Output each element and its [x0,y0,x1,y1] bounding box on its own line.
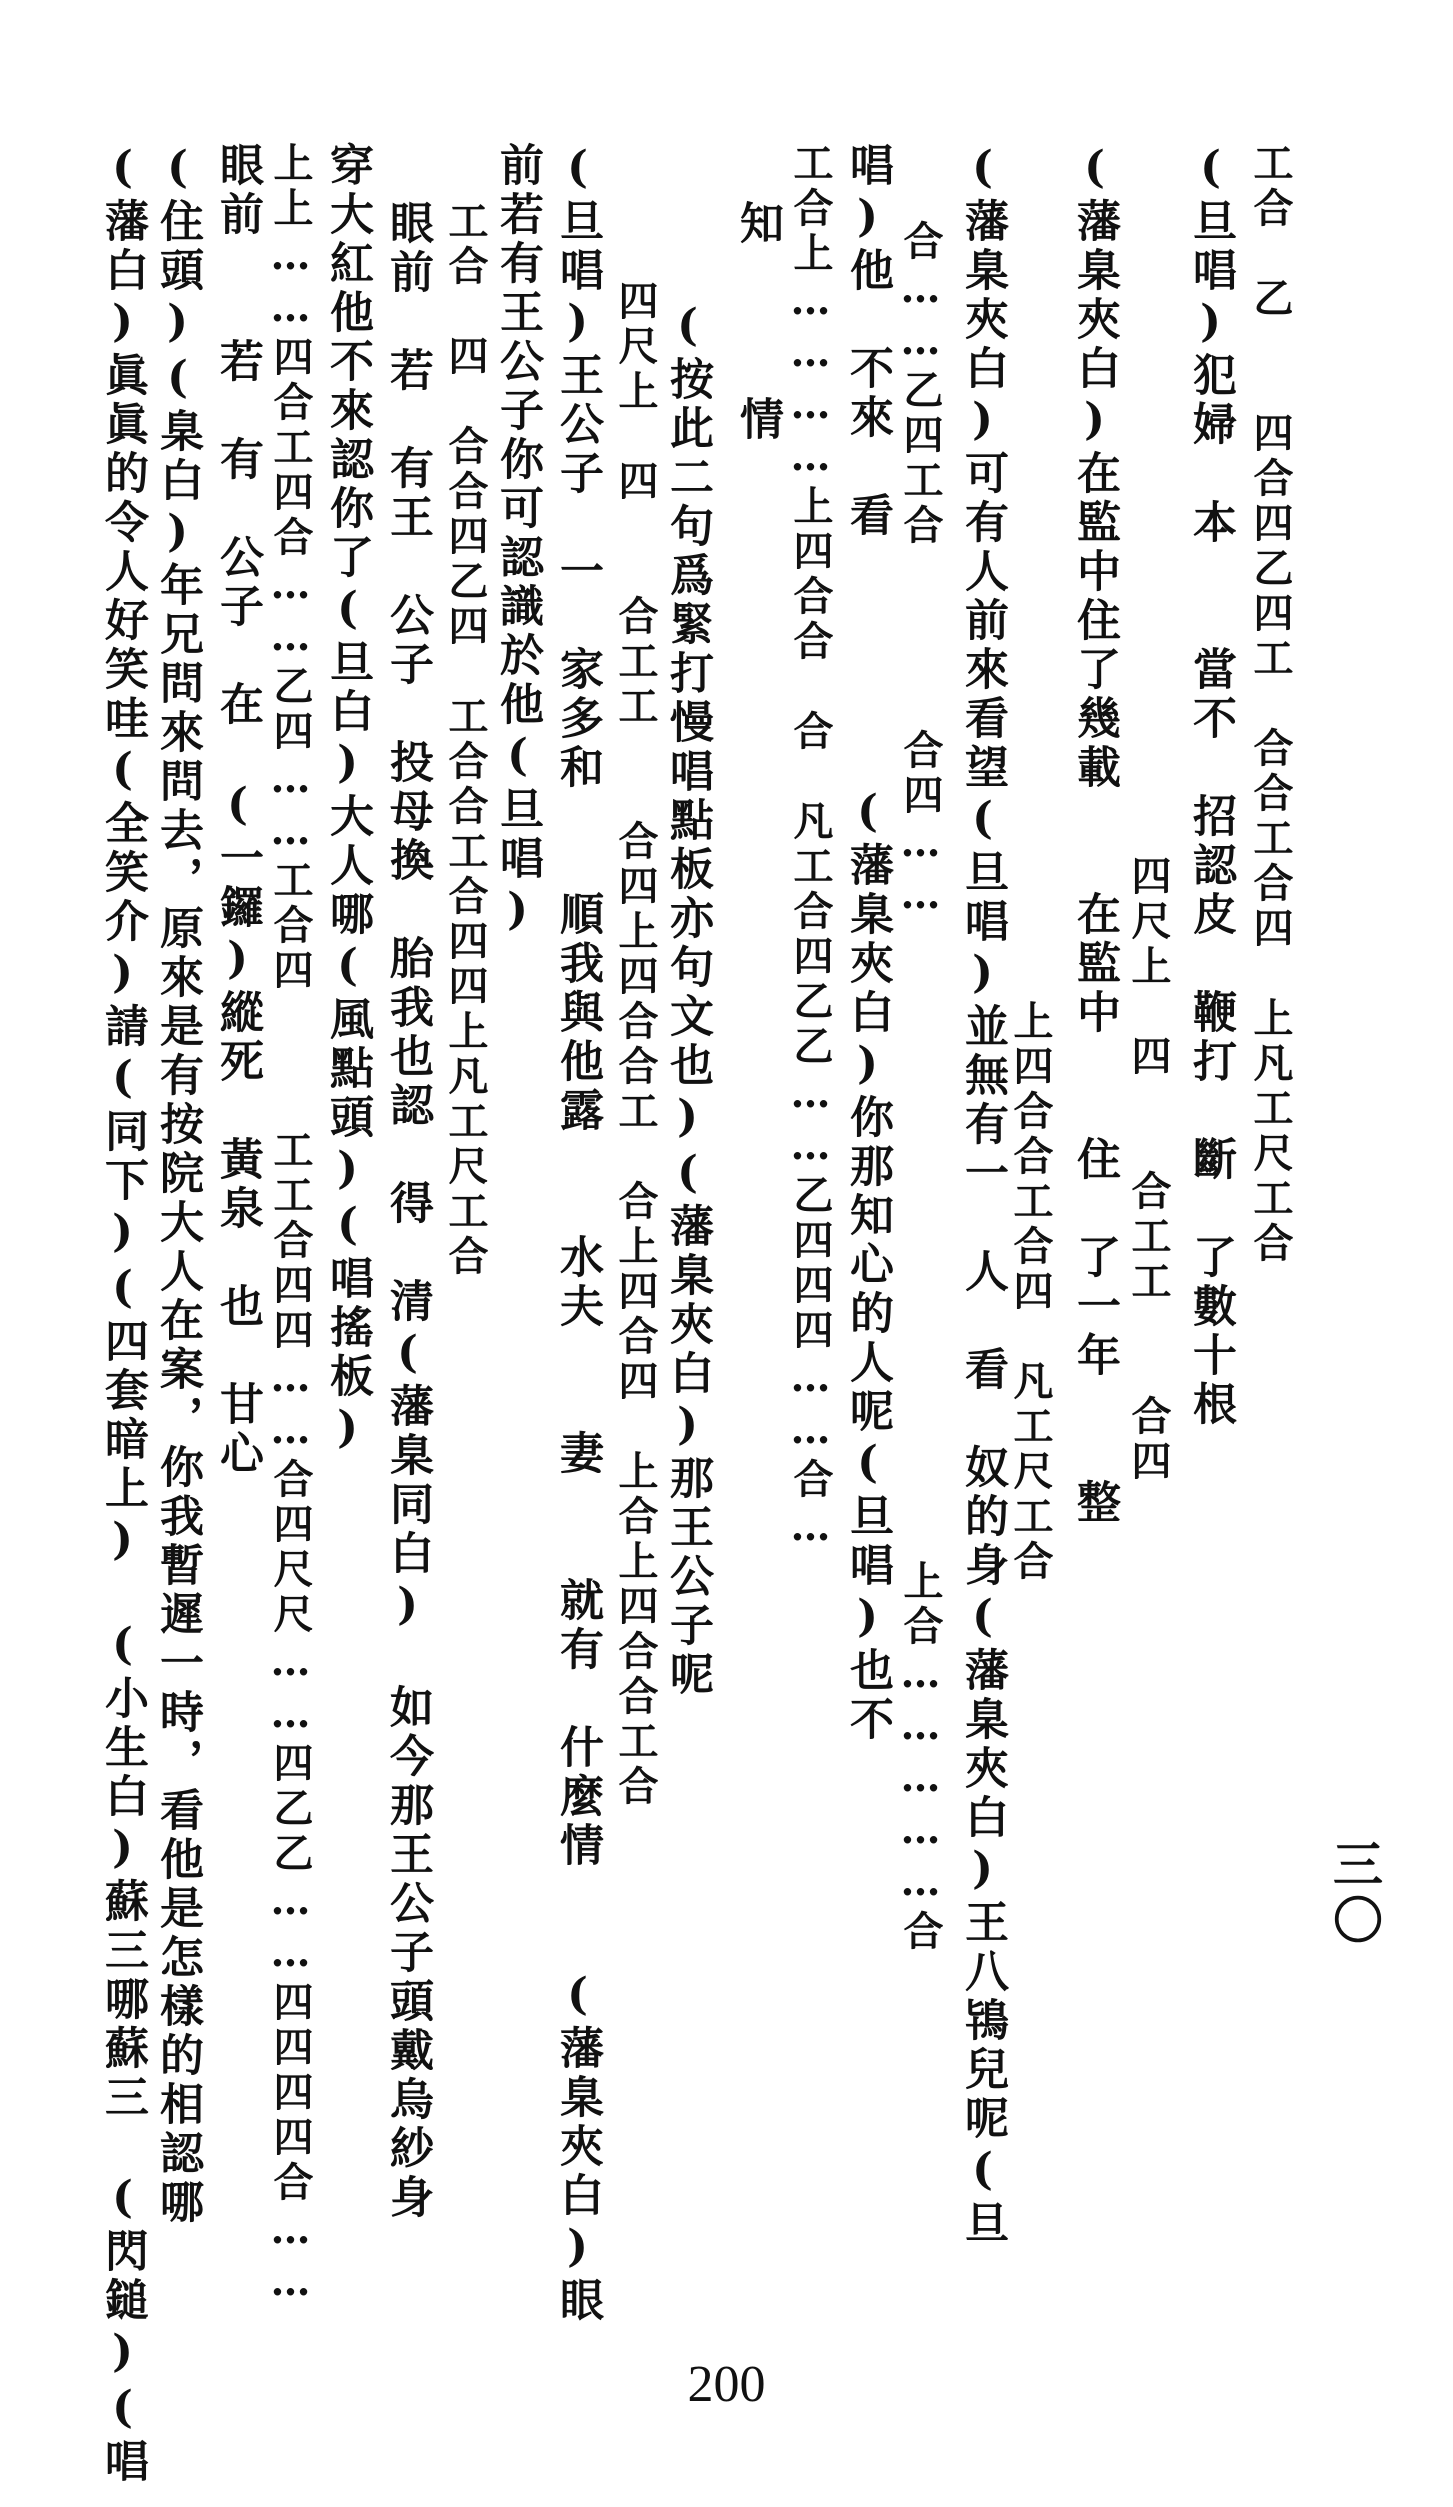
text-column-17: 眼前 若 有王 公子 投母換 胎我也認 得 清(藩臬同白) 如今那王公子頭戴烏紗身 [382,200,433,2223]
text-column-11: 知 情 [732,200,783,445]
text-column-8: 唱)他 不來 看 (藩臬夾白)你那知心的人呢(旦唱)也不 [842,142,893,1745]
text-column-18: 穿大紅他不來認你了(旦白)大人哪(風點頭)(唱搖板) [322,142,373,1458]
text-column-16: 工合 四 合合四乙四 工合合工合四四上凡工尺工合 [442,200,489,1280]
text-column-9: 上合……………合 [897,1560,944,1955]
text-column-10: 工合上…………上四合合 合 凡工合四乙乙……乙四四四……合… [787,142,834,1555]
text-column-6: 上四合合工合四 凡工尺工合 [1007,1000,1054,1585]
page-mark: 三〇 [1325,1838,1384,1950]
text-column-21: (住頭)(臬白)年兄問來問去，原來是有按院大人在案，你我暫遲一時，看他是怎樣的相認哪 [152,142,203,2228]
text-column-4: (藩臬夾白)在監中住了幾載 在監中 住 了一年 整 [1069,142,1120,1528]
text-column-7: 合……乙四工合 合四…… [897,220,944,923]
text-column-13: 四尺上 四 合工工 合四上四合合工 合上四合四 上合上四合合工合 [612,280,659,1810]
text-column-3: 四尺上 四 合工工 合四 [1125,855,1172,1485]
text-column-12: (按此二句爲緊打慢唱點板亦句文也)(藩臬夾白)那王公子呢 [662,300,713,1700]
text-column-14: (旦唱)王公子 一 家多和 順我與他露 水夫 妻 就有 什麼情 (藩臬夾白)眼 [552,142,603,2326]
text-column-2: (旦唱)犯婦 本 當不 招認皮 鞭打 斷 了數十根 [1185,142,1236,1430]
text-column-1: 工合 乙 四合四乙四工 合合工合四 上凡工尺工合 [1247,142,1294,1267]
text-column-19: 上上……四合工四合……乙四……工合四 工工合四四……合四尺尺……四乙乙……四四四四合…… [267,142,314,2310]
text-column-5: (藩臬夾白)可有人前來看望(旦唱)並無有一 人 看 奴的身(藩臬夾白)王八鴇兒呢(旦 [957,142,1008,2249]
page-number: 200 [687,2356,766,2413]
text-column-20: 眼前 若 有 公子 在 (一鑼)縱死 黃泉 也 甘心 [212,142,263,1479]
text-column-15: 前若有王公子你可認識於他(旦唱) [492,142,543,940]
text-column-22: (藩白)眞眞的令人好笑哇(全笑介)請(同下)(四套暗上) (小生白)蘇三哪蘇三 (閃鎚)(唱 [97,142,148,2487]
